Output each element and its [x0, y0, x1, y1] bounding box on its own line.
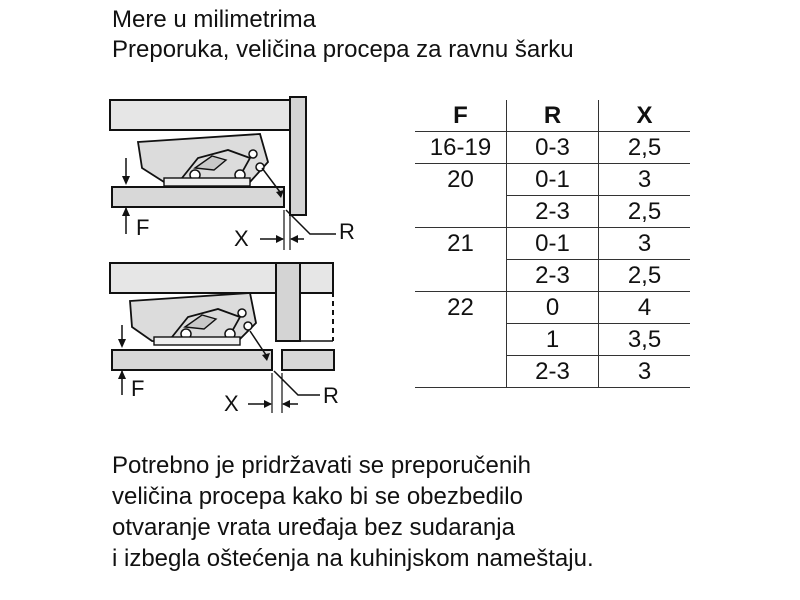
- heading-recommendation: Preporuka, veličina procepa za ravnu šarku: [112, 36, 574, 63]
- table-row: [415, 356, 690, 388]
- note-line: i izbegla oštećenja na kuhinjskom nameštaju.: [112, 545, 594, 572]
- cell-x: 2,5: [599, 260, 691, 292]
- door-panel: [112, 350, 272, 370]
- hinge-icon: [138, 134, 268, 186]
- cell-f: [415, 260, 507, 292]
- cell-f: 21: [447, 229, 474, 257]
- table-row: [415, 196, 690, 228]
- cabinet-top-panel: [110, 100, 290, 130]
- cell-x: 4: [599, 292, 691, 324]
- table-row: [415, 292, 690, 324]
- cell-x: 3: [599, 164, 691, 196]
- hinge-diagram-flush: [100, 92, 370, 252]
- x-dimension: [248, 373, 298, 413]
- f-label: F: [131, 376, 145, 401]
- adjacent-door-panel: [282, 350, 334, 370]
- cell-f: 16-19: [415, 132, 507, 164]
- r-label: R: [339, 219, 355, 244]
- note-line: otvaranje vrata uređaja bez sudaranja: [112, 514, 515, 541]
- cell-r: 0-1: [507, 164, 599, 196]
- table-row: [415, 132, 690, 164]
- gap-size-table: [415, 100, 690, 388]
- note-line: Potrebno je pridržavati se preporučenih: [112, 452, 531, 479]
- cell-f: [415, 356, 507, 388]
- note-line: veličina procepa kako bi se obezbedilo: [112, 483, 523, 510]
- x-label: X: [234, 226, 249, 251]
- header-x: X: [599, 100, 691, 132]
- cell-f: 22: [447, 293, 474, 321]
- hinge-icon: [130, 293, 256, 345]
- x-label: X: [224, 391, 239, 415]
- cell-r: 0-3: [507, 132, 599, 164]
- cell-r: 0-1: [507, 228, 599, 260]
- table-row: [415, 228, 690, 260]
- cell-r: 0: [507, 292, 599, 324]
- side-panel: [290, 97, 306, 215]
- cell-x: 3,5: [599, 324, 691, 356]
- cell-r: 2-3: [507, 196, 599, 228]
- table-row: [415, 260, 690, 292]
- table-row: [415, 324, 690, 356]
- r-leader: [274, 371, 320, 395]
- cell-r: 2-3: [507, 260, 599, 292]
- cell-f: [415, 324, 507, 356]
- cell-x: 2,5: [599, 196, 691, 228]
- f-label: F: [136, 215, 150, 240]
- door-panel: [112, 187, 284, 207]
- cell-f: 20: [447, 165, 474, 193]
- cell-x: 3: [599, 228, 691, 260]
- heading-units: Mere u milimetrima: [112, 6, 317, 33]
- cell-r: 1: [507, 324, 599, 356]
- advisory-note: [112, 450, 594, 574]
- cell-r: 2-3: [507, 356, 599, 388]
- table-row: [415, 164, 690, 196]
- header-r: R: [507, 100, 599, 132]
- side-panel: [276, 263, 300, 341]
- table-header-row: [415, 100, 690, 132]
- cell-x: 3: [599, 356, 691, 388]
- cell-f: [415, 196, 507, 228]
- r-label: R: [323, 383, 339, 408]
- header-f: F: [415, 100, 507, 132]
- cell-x: 2,5: [599, 132, 691, 164]
- hinge-diagram-inset: [100, 255, 370, 415]
